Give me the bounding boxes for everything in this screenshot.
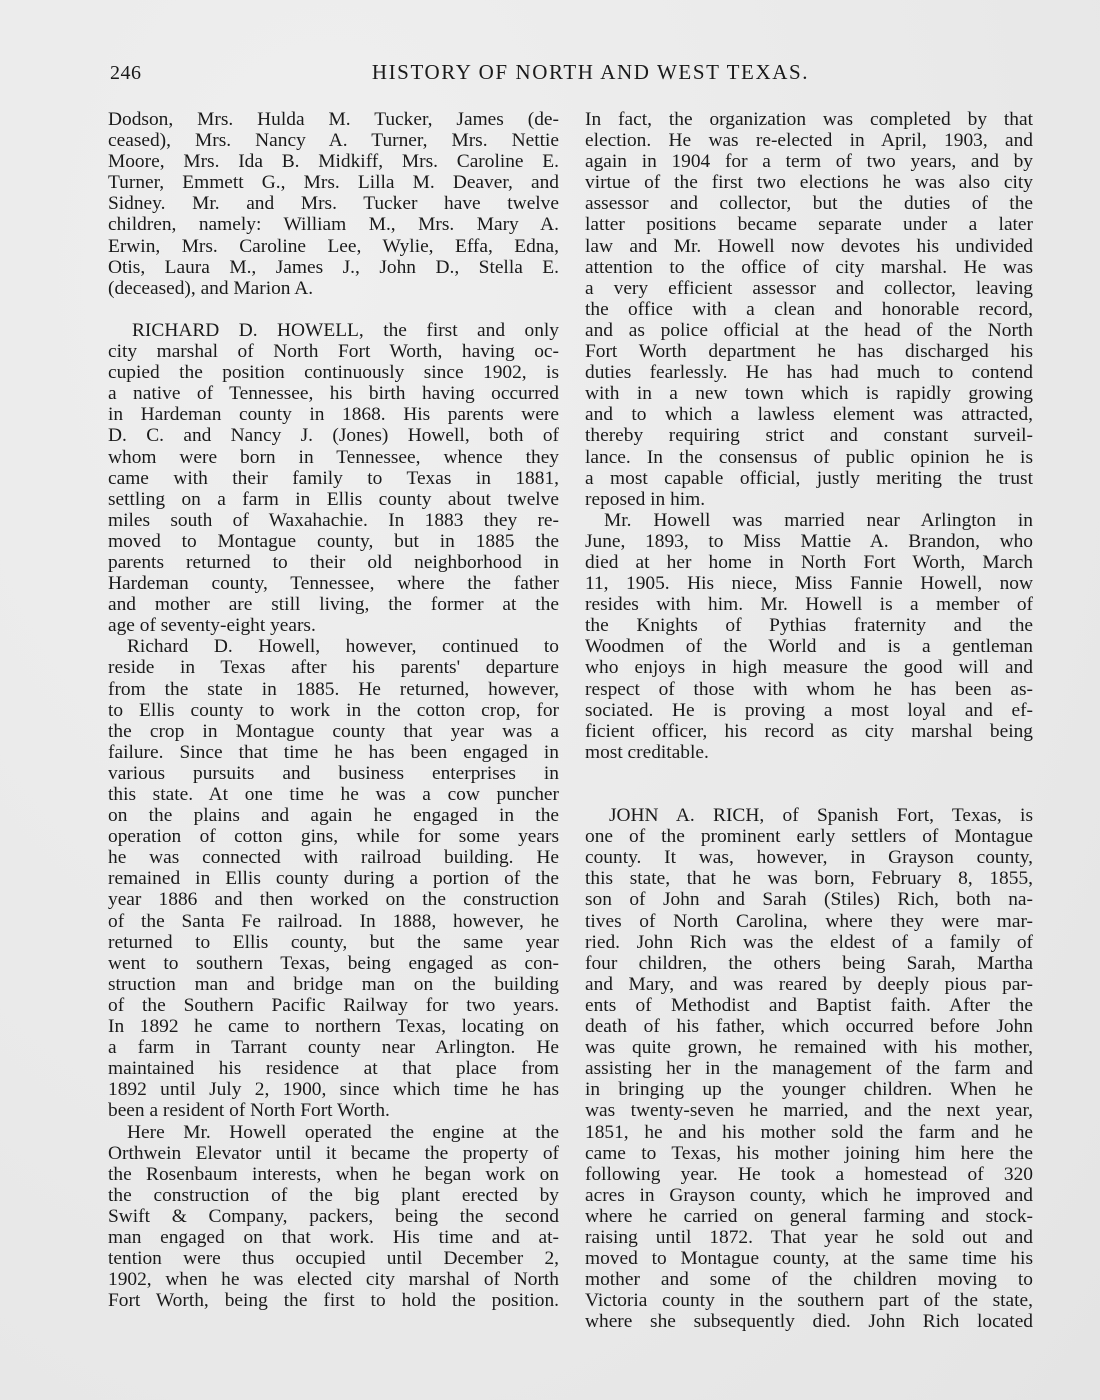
page-number: 246: [110, 62, 142, 84]
right-column: [585, 109, 1033, 1332]
text-line: Victoria county in the southern part of the state,: [585, 1290, 1033, 1312]
text-line: to Ellis county to work in the cotton crop, for: [108, 699, 559, 721]
text-line: this state, that he was born, February 8, 1855,: [585, 868, 1033, 890]
text-line: whom were born in Tennessee, whence they: [108, 446, 559, 468]
text-line: duties fearlessly. He has had much to contend: [585, 362, 1033, 384]
running-title: HISTORY OF NORTH AND WEST TEXAS.: [371, 60, 810, 84]
text-line: election. He was re-elected in April, 1903, and: [585, 130, 1033, 152]
text-line: where he carried on general farming and stock-: [585, 1205, 1033, 1227]
text-line: Otis, Laura M., James J., John D., Stella E.: [108, 256, 559, 278]
text-line: the crop in Montague county that year was a: [108, 720, 559, 742]
text-line: a most capable official, justly meriting the trust: [585, 467, 1033, 489]
text-line: virtue of the first two elections he was also city: [585, 172, 1033, 194]
text-line: resides with him. Mr. Howell is a member of: [585, 594, 1033, 616]
section-gap: [108, 299, 559, 320]
text-line: the office with a clean and honorable record,: [585, 298, 1033, 320]
rich-paragraph: [585, 805, 1033, 1332]
text-line: ried. John Rich was the eldest of a family of: [585, 931, 1033, 953]
text-line: moved to Montague county, but in 1885 the: [108, 530, 559, 552]
text-line: and mother are still living, the former at the: [108, 594, 559, 616]
text-line: came to Texas, his mother joining him here the: [585, 1142, 1033, 1164]
text-line: was twenty-seven he married, and the next year,: [585, 1100, 1033, 1122]
howell-career-paragraph: [108, 636, 559, 1121]
text-line: with in a new town which is rapidly growing: [585, 383, 1033, 405]
text-line: Moore, Mrs. Ida B. Midkiff, Mrs. Caroline E.: [108, 151, 559, 173]
text-line: assessor and collector, but the duties of the: [585, 193, 1033, 215]
text-line: the Rosenbaum interests, when he began work on: [108, 1163, 559, 1185]
text-line: miles south of Waxahachie. In 1883 they re-: [108, 509, 559, 531]
text-line: a very efficient assessor and collector, leaving: [585, 277, 1033, 299]
text-line: again in 1904 for a term of two years, and by: [585, 151, 1033, 173]
text-line: 1851, he and his mother sold the farm and he: [585, 1121, 1033, 1143]
text-line: age of seventy-eight years.: [108, 615, 316, 637]
howell-marshal-paragraph: [585, 109, 1033, 510]
text-line: died at her home in North Fort Worth, March: [585, 551, 1033, 573]
text-line: ents of Methodist and Baptist faith. After the: [585, 994, 1033, 1016]
text-line: on the plains and again he engaged in the: [108, 805, 559, 827]
text-line: assisting her in the management of the farm and: [585, 1058, 1033, 1080]
text-line: son of John and Sarah (Stiles) Rich, both na-: [585, 889, 1033, 911]
text-line: thereby requiring strict and constant surveil-: [585, 425, 1033, 447]
text-line: Mr. Howell was married near Arlington in: [604, 509, 1033, 531]
text-line: parents returned to their old neighborhood in: [108, 551, 559, 573]
text-line: respect of those with whom he has been as-: [585, 678, 1033, 700]
text-line: of the Santa Fe railroad. In 1888, however, he: [108, 910, 559, 932]
text-line: tives of North Carolina, where they were mar-: [585, 910, 1033, 932]
text-line: JOHN A. RICH, of Spanish Fort, Texas, is: [609, 805, 1033, 827]
text-line: Dodson, Mrs. Hulda M. Tucker, James (de-: [108, 109, 559, 130]
text-line: a native of Tennessee, his birth having occurred: [108, 383, 559, 405]
text-line: of the Southern Pacific Railway for two years.: [108, 994, 559, 1016]
text-line: tention were thus occupied until December 2,: [108, 1248, 559, 1270]
text-line: death of his father, which occurred before John: [585, 1016, 1033, 1038]
text-line: in bringing up the younger children. When he: [585, 1079, 1033, 1101]
text-line: latter positions became separate under a later: [585, 214, 1033, 236]
howell-elevator-paragraph: [108, 1122, 559, 1312]
text-line: various pursuits and business enterprises in: [108, 762, 559, 784]
section-gap: [585, 763, 1033, 784]
text-line: attention to the office of city marshal. He was: [585, 256, 1033, 278]
text-line: Orthwein Elevator until it became the property of: [108, 1142, 559, 1164]
text-line: been a resident of North Fort Worth.: [108, 1100, 390, 1122]
tucker-continuation-paragraph: [108, 109, 559, 299]
text-line: where she subsequently died. John Rich located: [585, 1311, 1033, 1333]
text-line: ceased), Mrs. Nancy A. Turner, Mrs. Nettie: [108, 130, 559, 152]
text-line: following year. He took a homestead of 320: [585, 1163, 1033, 1185]
text-line: ficient officer, his record as city marshal being: [585, 720, 1033, 742]
text-line: Fort Worth department he has discharged his: [585, 341, 1033, 363]
text-line: maintained his residence at that place from: [108, 1058, 559, 1080]
text-line: sociated. He is proving a most loyal and ef-: [585, 699, 1033, 721]
text-line: Erwin, Mrs. Caroline Lee, Wylie, Effa, Edna,: [108, 235, 559, 257]
text-line: failure. Since that time he has been engaged in: [108, 741, 559, 763]
text-line: reposed in him.: [585, 488, 706, 510]
text-line: one of the prominent early settlers of Montague: [585, 826, 1033, 848]
howell-intro-paragraph: [108, 320, 559, 636]
text-line: RICHARD D. HOWELL, the first and only: [132, 319, 559, 341]
text-line: in Hardeman county in 1868. His parents were: [108, 404, 559, 426]
text-line: Woodmen of the World and is a gentleman: [585, 636, 1033, 658]
text-line: 11, 1905. His niece, Miss Fannie Howell, now: [585, 573, 1033, 595]
text-line: who enjoys in high measure the good will and: [585, 657, 1033, 679]
text-line: reside in Texas after his parents' departure: [108, 657, 559, 679]
text-line: returned to Ellis county, but the same year: [108, 931, 559, 953]
text-line: moved to Montague county, at the same time his: [585, 1248, 1033, 1270]
text-line: struction man and bridge man on the building: [108, 973, 559, 995]
howell-family-paragraph: [585, 510, 1033, 763]
text-line: lance. In the consensus of public opinion he is: [585, 446, 1033, 468]
section-gap: [585, 784, 1033, 805]
text-line: this state. At one time he was a cow puncher: [108, 784, 559, 805]
text-line: Swift & Company, packers, being the second: [108, 1205, 559, 1227]
text-line: Richard D. Howell, however, continued to: [127, 636, 559, 658]
text-line: Hardeman county, Tennessee, where the father: [108, 573, 559, 595]
text-line: acres in Grayson county, which he improved and: [585, 1184, 1033, 1206]
text-line: went to southern Texas, being engaged as con-: [108, 952, 559, 974]
text-line: In fact, the organization was completed by that: [585, 109, 1033, 130]
text-line: June, 1893, to Miss Mattie A. Brandon, who: [585, 530, 1033, 552]
text-line: mother and some of the children moving to: [585, 1269, 1033, 1291]
text-line: In 1892 he came to northern Texas, locating on: [108, 1016, 559, 1038]
text-line: four children, the others being Sarah, Martha: [585, 952, 1033, 974]
text-line: D. C. and Nancy J. (Jones) Howell, both of: [108, 425, 559, 447]
text-line: 1902, when he was elected city marshal of North: [108, 1269, 559, 1291]
text-line: year 1886 and then worked on the construction: [108, 889, 559, 911]
text-line: and Mary, and was reared by deeply pious par-: [585, 973, 1033, 995]
text-line: the Knights of Pythias fraternity and the: [585, 615, 1033, 637]
text-line: Fort Worth, being the first to hold the position.: [108, 1290, 559, 1312]
text-line: raising until 1872. That year he sold out and: [585, 1226, 1033, 1248]
text-line: settling on a farm in Ellis county about twelve: [108, 488, 559, 510]
text-line: and to which a lawless element was attracted,: [585, 404, 1033, 426]
text-line: he was connected with railroad building. He: [108, 847, 559, 869]
text-line: remained in Ellis county during a portion of the: [108, 868, 559, 890]
text-line: a farm in Tarrant county near Arlington. He: [108, 1037, 559, 1059]
text-line: operation of cotton gins, while for some years: [108, 826, 559, 848]
text-line: was quite grown, he remained with his mother,: [585, 1037, 1033, 1059]
text-line: man engaged on that work. His time and at-: [108, 1226, 559, 1248]
text-line: most creditable.: [585, 741, 709, 763]
text-line: law and Mr. Howell now devotes his undivided: [585, 235, 1033, 257]
text-line: from the state in 1885. He returned, however,: [108, 678, 559, 700]
text-line: Sidney. Mr. and Mrs. Tucker have twelve: [108, 193, 559, 215]
text-line: Turner, Emmett G., Mrs. Lilla M. Deaver, and: [108, 172, 559, 194]
left-column: [108, 109, 559, 1311]
text-line: children, namely: William M., Mrs. Mary A.: [108, 214, 559, 236]
text-line: came with their family to Texas in 1881,: [108, 467, 559, 489]
text-line: and as police official at the head of the North: [585, 319, 1033, 341]
text-line: 1892 until July 2, 1900, since which time he has: [108, 1079, 559, 1101]
text-line: city marshal of North Fort Worth, having oc-: [108, 341, 559, 363]
text-line: the construction of the big plant erected by: [108, 1184, 559, 1206]
text-line: (deceased), and Marion A.: [108, 277, 314, 299]
text-line: cupied the position continuously since 1902, is: [108, 362, 559, 384]
text-line: county. It was, however, in Grayson county,: [585, 847, 1033, 869]
page-header: [108, 60, 1033, 88]
text-line: Here Mr. Howell operated the engine at the: [127, 1121, 559, 1143]
